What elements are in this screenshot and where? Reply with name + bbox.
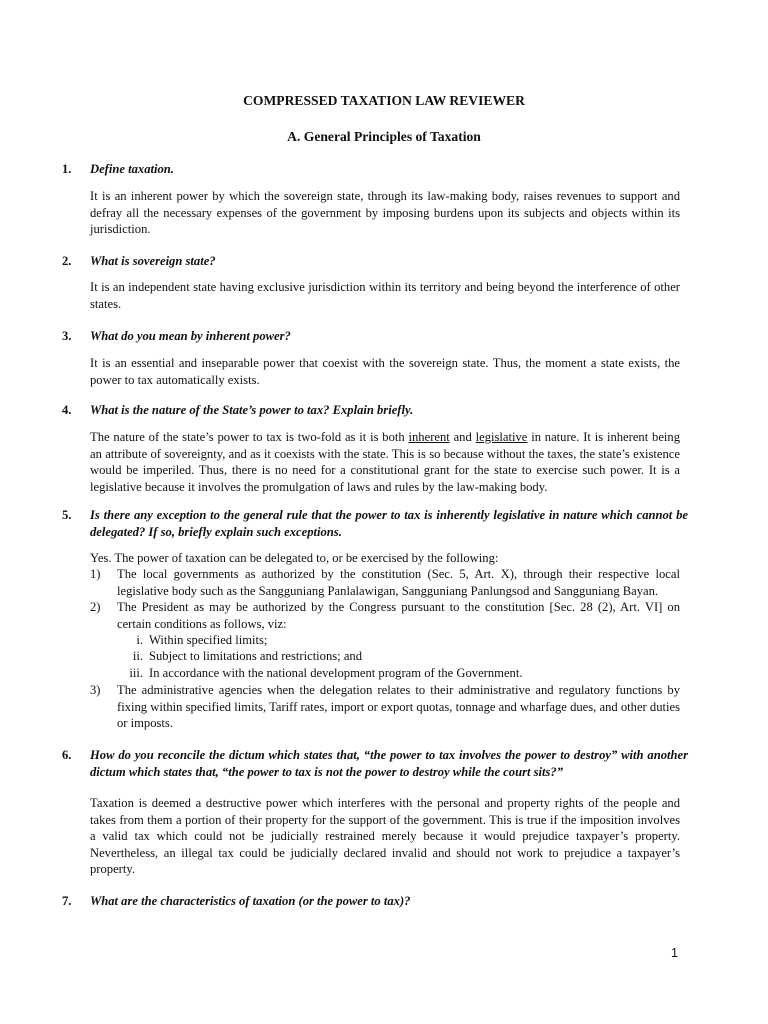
answer-4 — [90, 429, 680, 495]
question-text: What is the nature of the State’s power to tax? Explain briefly. — [90, 403, 414, 417]
answer-6: Taxation is deemed a destructive power which interferes with the personal and property rights of the people and takes from them a portion of their property for the support of the government. This is true if the imposition involves a valid tax which could not be judicially restrained merely because it would prejudice taxpayer’s property. Nevertheless, an illegal tax could be judicially declared invalid and should not work to prejudice a taxpayer’s property. — [90, 796, 680, 877]
sub-list-number: iii. — [129, 666, 143, 680]
sub-list-item — [118, 665, 678, 682]
sub-list-number: i. — [136, 633, 143, 647]
question-7 — [62, 893, 688, 910]
question-5 — [62, 507, 688, 540]
list-text: The President as may be authorized by the Congress pursuant to the constitution [Sec. 28 (2), Art. VI] on certain conditions as follows, viz: — [117, 600, 680, 631]
list-item — [62, 682, 680, 732]
question-4 — [62, 402, 688, 419]
question-text: What do you mean by inherent power? — [90, 329, 291, 343]
sub-list-text: Within specified limits; — [149, 633, 268, 647]
question-6 — [62, 747, 688, 780]
question-1 — [62, 161, 688, 178]
question-text: What is sovereign state? — [90, 254, 216, 268]
question-3 — [62, 328, 688, 345]
question-number: 7. — [62, 894, 72, 908]
sub-list-item — [118, 632, 678, 649]
document-title: COMPRESSED TAXATION LAW REVIEWER — [243, 93, 525, 108]
question-text: Define taxation. — [90, 162, 174, 176]
page-number: 1 — [670, 946, 678, 960]
answer-text: in nature. It is inherent being an attribute of sovereignty, and as it coexists with the state. This is so because without the taxes, the state’s existence would be imperiled. Thus, there is no need for a constitutional grant for the state to exercise such power. It is a legislative because it involves the promulgation of laws and rules by the law-making body. — [90, 430, 681, 494]
list-number: 1) — [90, 567, 101, 581]
list-number: 2) — [90, 600, 101, 614]
underlined-term-legislative: legislative — [475, 430, 528, 444]
question-text: What are the characteristics of taxation (or the power to tax)? — [90, 894, 411, 908]
answer-5-intro: Yes. The power of taxation can be delegated to, or be exercised by the following: — [90, 551, 499, 565]
underlined-term-inherent: inherent — [408, 430, 450, 444]
list-item — [62, 566, 680, 599]
question-number: 3. — [62, 329, 72, 343]
question-number: 6. — [62, 748, 72, 762]
list-item — [62, 599, 680, 632]
question-text: Is there any exception to the general rule that the power to tax is inherently legislative in nature which cannot be delegated? If so, briefly explain such exceptions. — [90, 508, 688, 539]
sub-list-text: In accordance with the national development program of the Government. — [149, 666, 523, 680]
question-text: How do you reconcile the dictum which states that, “the power to tax involves the power to destroy” with another dictum which states that, “the power to tax is not the power to destroy while the court sits?” — [90, 748, 688, 779]
answer-2: It is an independent state having exclusive jurisdiction within its territory and being beyond the interference of other states. — [90, 280, 680, 311]
list-text: The local governments as authorized by the constitution (Sec. 5, Art. X), through their respective local legislative body such as the Sangguniang Panlalawigan, Sangguniang Panlungsod and Sangguniang Bayan. — [117, 567, 680, 598]
answer-text: and — [449, 430, 476, 444]
answer-1: It is an inherent power by which the sovereign state, through its law-making body, raises revenues to support and defray all the necessary expenses of the government by imposing burdens upon its subjects and objects within its jurisdiction. — [90, 189, 680, 237]
sub-list-item — [118, 648, 678, 665]
question-number: 4. — [62, 403, 72, 417]
sub-list-text: Subject to limitations and restrictions; and — [149, 649, 363, 663]
answer-3: It is an essential and inseparable power that coexist with the sovereign state. Thus, the moment a state exists, the power to tax automatically exists. — [90, 356, 680, 387]
sub-list-number: ii. — [132, 649, 143, 663]
question-number: 2. — [62, 254, 72, 268]
list-number: 3) — [90, 683, 101, 697]
section-heading: A. General Principles of Taxation — [287, 129, 481, 144]
list-text: The administrative agencies when the delegation relates to their administrative and regulatory functions by fixing within specified limits, Tariff rates, import or export quotas, tonnage and wharfage dues, and other duties or imposts. — [117, 683, 680, 731]
question-2 — [62, 253, 688, 270]
question-number: 1. — [62, 162, 72, 176]
answer-text: The nature of the state’s power to tax is two-fold as it is both — [90, 430, 409, 444]
question-number: 5. — [62, 508, 72, 522]
